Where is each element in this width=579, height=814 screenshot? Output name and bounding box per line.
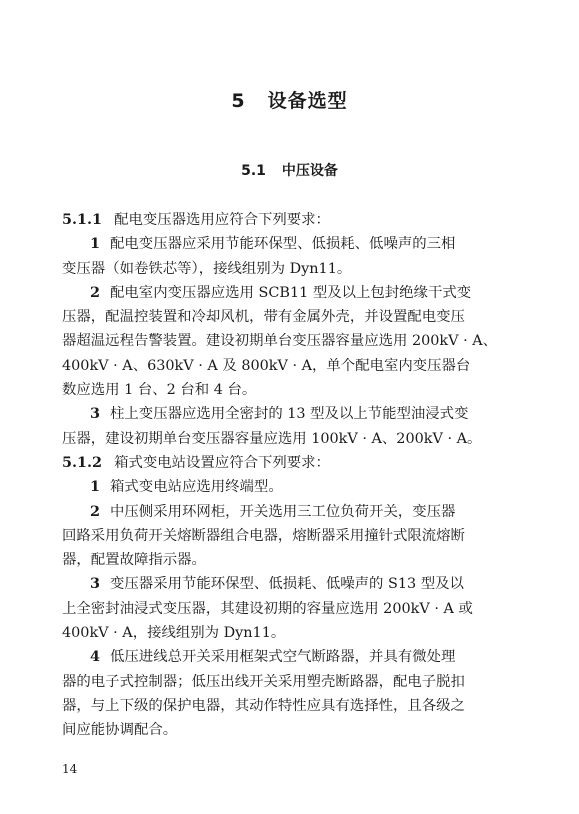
line-text: 器，配置故障指示器。: [62, 552, 206, 569]
line-text: 配电室内变压器应选用 SCB11 型及以上包封绝缘干式变: [110, 284, 472, 301]
chapter-title: [0, 86, 579, 113]
item-number: 2: [90, 283, 101, 301]
text-line: [62, 451, 520, 475]
item-number: 4: [90, 648, 101, 666]
line-text: 箱式变电站应选用终端型。: [110, 479, 283, 496]
text-line: [62, 208, 520, 232]
text-line: [62, 670, 520, 694]
text-line: [62, 475, 520, 499]
text-line: [62, 232, 520, 256]
text-line: [62, 597, 520, 621]
clause-number: 5.1.1: [62, 211, 103, 228]
line-text: 配电变压器应采用节能环保型、低损耗、低噪声的三相: [110, 236, 456, 253]
text-line: [62, 718, 520, 742]
line-text: 配电变压器选用应符合下列要求：: [114, 212, 330, 228]
line-text: 回路采用负荷开关熔断器组合电器，熔断器采用撞针式限流熔断: [62, 527, 465, 544]
text-line: [62, 305, 520, 329]
text-line: [62, 500, 520, 524]
line-text: 400kV · A、630kV · A 及 800kV · A，单个配电室内变压器台: [62, 357, 471, 374]
item-number: 2: [90, 502, 101, 520]
line-text: 400kV · A，接线组别为 Dyn11。: [62, 625, 286, 642]
text-line: [62, 572, 520, 596]
section-number: 5.1: [241, 163, 266, 179]
item-number: 3: [90, 575, 101, 593]
text-line: [62, 402, 520, 426]
text-line: [62, 427, 520, 451]
text-line: [62, 378, 520, 402]
line-text: 变压器（如卷铁芯等），接线组别为 Dyn11。: [62, 260, 352, 277]
line-text: 压器，配温控装置和冷却风机，带有金属外壳，并设置配电变压: [62, 309, 465, 326]
item-number: 3: [90, 405, 101, 423]
text-line: [62, 694, 520, 718]
chapter-title-text: 设备选型: [267, 90, 348, 112]
line-text: 器，与上下级的保护电器，其动作特性应具有选择性，且各级之: [62, 697, 465, 714]
text-line: [62, 645, 520, 669]
line-text: 间应能协调配合。: [62, 722, 178, 739]
section-title: [0, 160, 579, 180]
text-line: [62, 621, 520, 645]
line-text: 变压器采用节能环保型、低损耗、低噪声的 S13 型及以: [110, 576, 464, 593]
page-number: 14: [62, 762, 78, 776]
line-text: 低压进线总开关采用框架式空气断路器，并具有微处理: [110, 649, 456, 666]
text-line: [62, 354, 520, 378]
text-line: [62, 281, 520, 305]
text-line: [62, 257, 520, 281]
section-title-text: 中压设备: [281, 163, 338, 179]
line-text: 柱上变压器应选用全密封的 13 型及以上节能型油浸式变: [110, 406, 469, 423]
line-text: 器超温远程告警装置。建设初期单台变压器容量应选用 200kV · A、: [62, 333, 498, 350]
line-text: 箱式变电站设置应符合下列要求：: [114, 454, 330, 471]
chapter-number: 5: [231, 90, 246, 112]
item-number: 1: [90, 478, 101, 496]
item-number: 1: [90, 235, 101, 253]
line-text: 压器，建设初期单台变压器容量应选用 100kV · A、200kV · A。: [62, 430, 482, 447]
line-text: 器的电子式控制器；低压出线开关采用塑壳断路器，配电子脱扣: [62, 673, 465, 690]
line-text: 数应选用 1 台、2 台和 4 台。: [62, 382, 257, 399]
body-text: [62, 208, 520, 743]
line-text: 上全密封油浸式变压器，其建设初期的容量应选用 200kV · A 或: [62, 600, 473, 617]
text-line: [62, 329, 520, 353]
text-line: [62, 548, 520, 572]
clause-number: 5.1.2: [62, 453, 103, 471]
text-line: [62, 524, 520, 548]
line-text: 中压侧采用环网柜，开关选用三工位负荷开关，变压器: [110, 503, 456, 520]
